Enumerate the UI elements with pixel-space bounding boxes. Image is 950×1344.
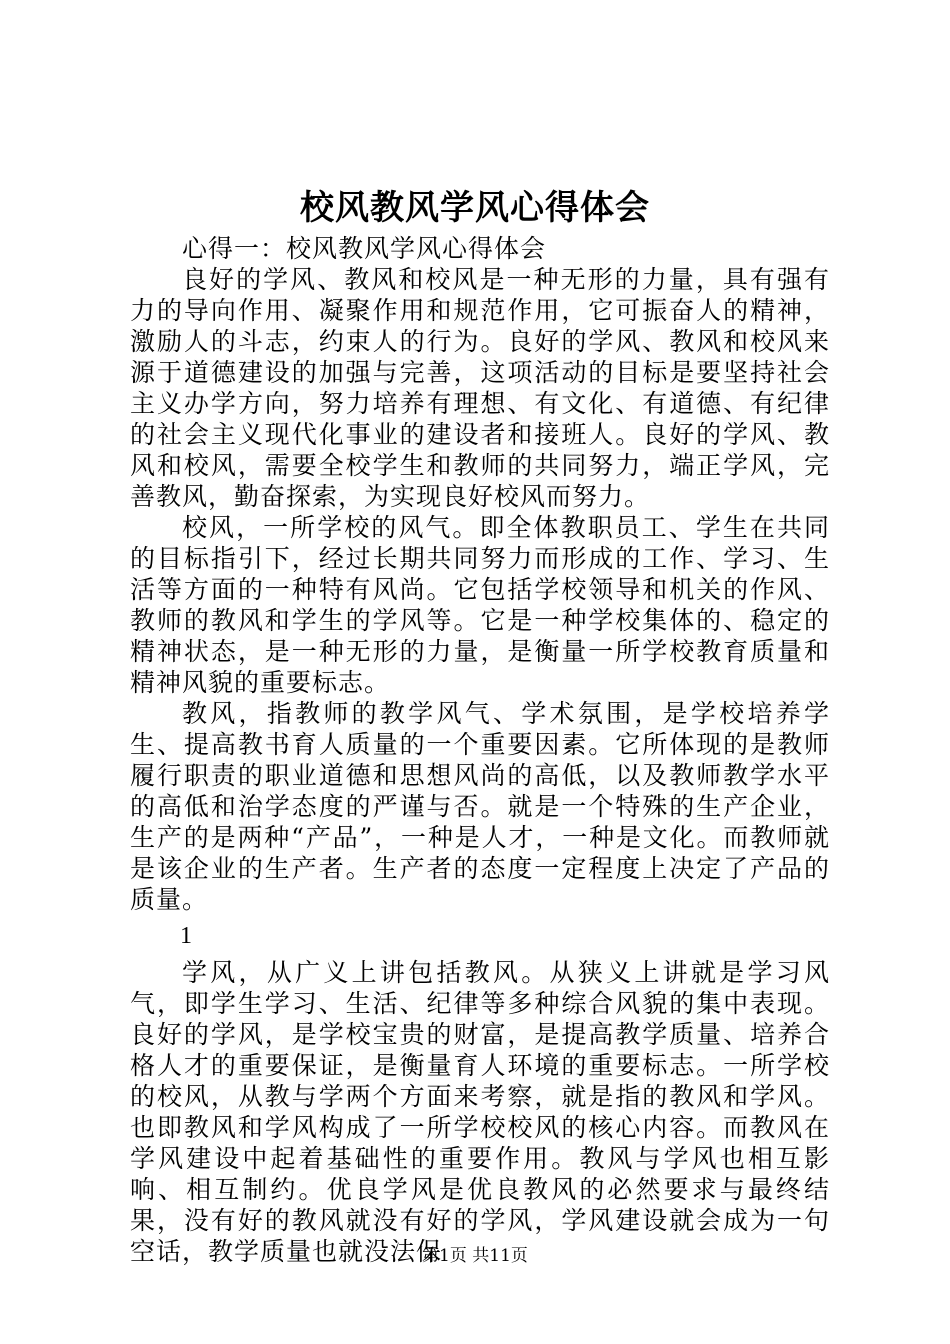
inline-page-number: 1 <box>180 923 193 949</box>
paragraph: 教风，指教师的教学风气、学术氛围，是学校培养学生、提高教书育人质量的一个重要因素。它所体现的是教师履行职责的职业道德和思想风尚的高低，以及教师教学水平的高低和治学态度的严谨与否。就是一个特殊的生产企业，生产的是两种“产品”，一种是人才，一种是文化。而教师就是该企业的生产者。生产者的态度一定程度上决定了产品的质量。 <box>130 699 830 914</box>
section-heading: 心得一：校风教风学风心得体会 <box>182 234 547 263</box>
paragraph: 学风，从广义上讲包括教风。从狭义上讲就是学习风气，即学生学习、生活、纪律等多种综合风貌的集中表现。良好的学风，是学校宝贵的财富，是提高教学质量、培养合格人才的重要保证，是衡量育人环境的重要标志。一所学校的校风，从教与学两个方面来考察，就是指的教风和学风。也即教风和学风构成了一所学校校风的核心内容。而教风在学风建设中起着基础性的重要作用。教风与学风也相互影响、相互制约。优良学风是优良教风的必然要求与最终结果，没有好的教风就没有好的学风，学风建设就会成为一句空话，教学质量也就没法保 <box>130 958 830 1266</box>
paragraph: 校风，一所学校的风气。即全体教职员工、学生在共同的目标指引下，经过长期共同努力而形成的工作、学习、生活等方面的一种特有风尚。它包括学校领导和机关的作风、教师的教风和学生的学风等。它是一种学校集体的、稳定的精神状态，是一种无形的力量，是衡量一所学校教育质量和精神风貌的重要标志。 <box>130 513 830 697</box>
paragraph: 良好的学风、教风和校风是一种无形的力量，具有强有力的导向作用、凝聚作用和规范作用，它可振奋人的精神，激励人的斗志，约束人的行为。良好的学风、教风和校风来源于道德建设的加强与完善，这项活动的目标是要坚持社会主义办学方向，努力培养有理想、有文化、有道德、有纪律的社会主义现代化事业的建设者和接班人。良好的学风、教风和校风，需要全校学生和教师的共同努力，端正学风，完善教风，勤奋探索，为实现良好校风而努力。 <box>130 265 830 511</box>
document-title: 校风教风学风心得体会 <box>300 188 650 228</box>
page-footer: 第1页 共11页 <box>422 1246 528 1266</box>
document-body <box>130 233 830 1267</box>
